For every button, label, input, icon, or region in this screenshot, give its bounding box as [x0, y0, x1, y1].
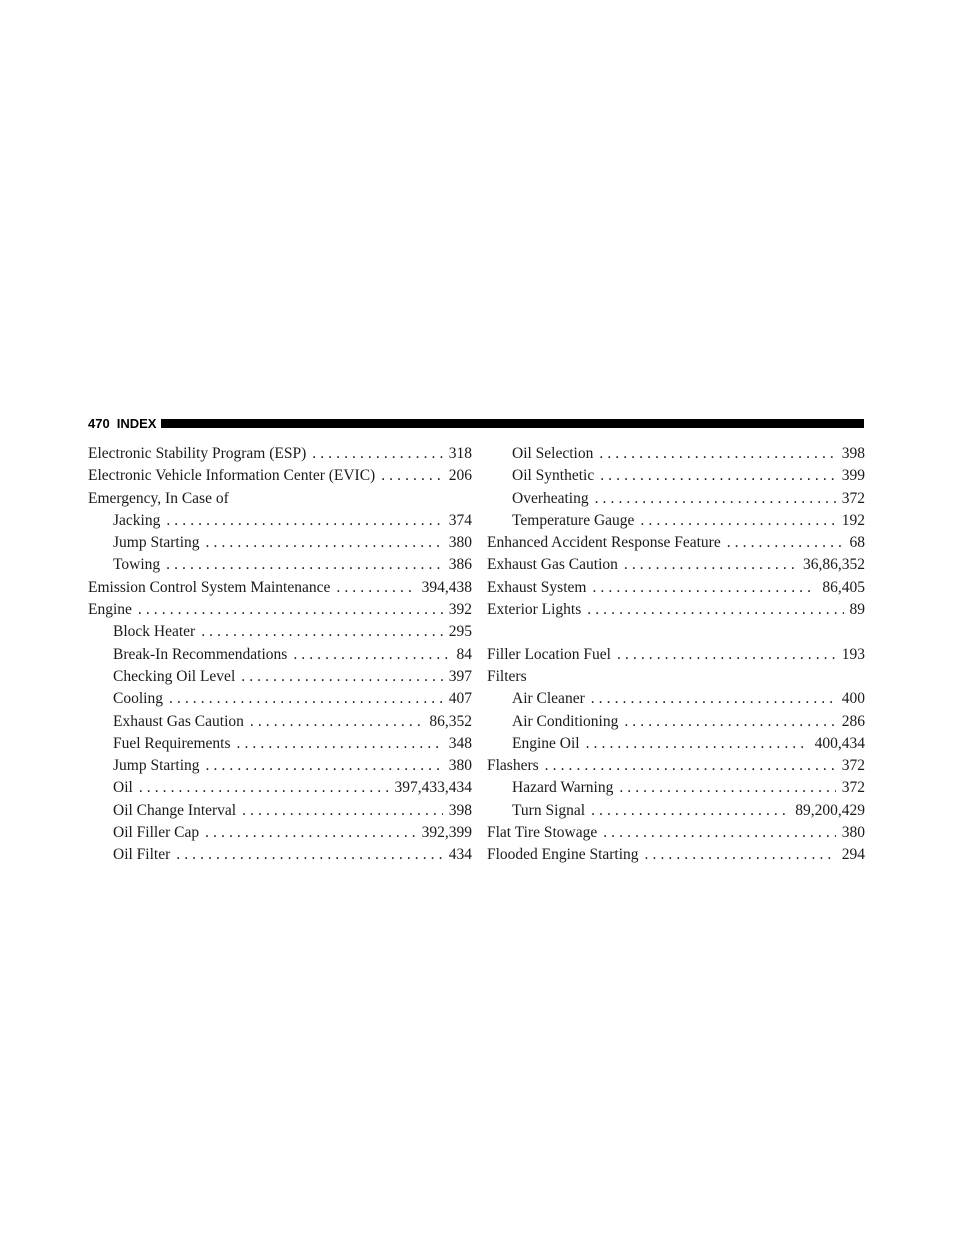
- index-subentry: [487, 510, 865, 532]
- index-page-refs: 84: [456, 645, 472, 663]
- dot-leader: [250, 711, 424, 733]
- index-term: Enhanced Accident Response Feature: [487, 534, 721, 552]
- index-term: Fuel Requirements: [113, 734, 231, 752]
- dot-leader: [645, 844, 836, 866]
- index-page-refs: 380: [448, 757, 472, 775]
- index-term: Jump Starting: [113, 534, 200, 552]
- index-subentry: [487, 488, 865, 510]
- dot-leader: [591, 688, 836, 710]
- dot-leader: [624, 711, 835, 733]
- dot-leader: [312, 443, 442, 465]
- index-entry: [88, 488, 472, 510]
- index-page-refs: 372: [841, 489, 865, 507]
- index-subentry: [88, 822, 472, 844]
- index-page-refs: 193: [841, 645, 865, 663]
- index-page-refs: 374: [448, 511, 472, 529]
- index-subentry: [487, 777, 865, 799]
- index-term: Electronic Vehicle Information Center (EVIC): [88, 467, 376, 485]
- index-page-refs: 400: [841, 690, 865, 708]
- index-gap: [487, 621, 865, 643]
- index-term: Jump Starting: [113, 757, 200, 775]
- index-page-refs: 407: [448, 690, 472, 708]
- index-page-refs: 398: [448, 801, 472, 819]
- dot-leader: [727, 532, 844, 554]
- index-entry: [487, 532, 865, 554]
- dot-leader: [205, 822, 416, 844]
- index-term: Engine Oil: [512, 734, 580, 752]
- index-page-refs: 89,200,429: [795, 801, 865, 819]
- index-page-refs: 372: [841, 779, 865, 797]
- dot-leader: [545, 755, 836, 777]
- index-page-refs: 398: [841, 445, 865, 462]
- index-page-refs: 399: [841, 467, 865, 485]
- index-subentry: [88, 510, 472, 532]
- index-entry: [88, 465, 472, 487]
- index-term: Exhaust System: [487, 578, 587, 596]
- dot-leader: [242, 800, 443, 822]
- index-term: Hazard Warning: [512, 779, 614, 797]
- section-title: INDEX: [116, 415, 157, 431]
- index-column-right: [487, 443, 865, 867]
- index-page-refs: 397: [448, 667, 472, 685]
- dot-leader: [293, 644, 450, 666]
- index-subentry: [88, 554, 472, 576]
- dot-leader: [237, 733, 443, 755]
- index-term: Block Heater: [113, 623, 196, 641]
- index-term: Towing: [113, 556, 161, 574]
- index-entry: [487, 554, 865, 576]
- index-term: Oil: [113, 779, 133, 797]
- index-term: Air Cleaner: [512, 690, 585, 708]
- dot-leader: [587, 599, 843, 621]
- dot-leader: [176, 844, 442, 866]
- dot-leader: [139, 777, 389, 799]
- page-number: 470: [88, 415, 110, 431]
- index-term: Flashers: [487, 757, 539, 775]
- index-page-refs: 295: [448, 623, 472, 641]
- index-entry: [88, 577, 472, 599]
- dot-leader: [336, 577, 415, 599]
- index-term: Oil Filler Cap: [113, 824, 200, 842]
- dot-leader: [619, 777, 835, 799]
- index-term: Electronic Stability Program (ESP): [88, 445, 307, 462]
- dot-leader: [640, 510, 835, 532]
- index-subentry: [487, 465, 865, 487]
- index-term: Checking Oil Level: [113, 667, 236, 685]
- index-subentry: [88, 666, 472, 688]
- index-page-refs: 89: [849, 601, 865, 619]
- index-page-refs: 86,352: [429, 712, 472, 730]
- index-term: Emission Control System Maintenance: [88, 578, 331, 596]
- index-page-refs: 392: [448, 601, 472, 619]
- index-page-refs: 294: [841, 846, 865, 864]
- index-subentry: [487, 733, 865, 755]
- dot-leader: [600, 465, 836, 487]
- index-entry: [487, 844, 865, 866]
- index-page-refs: 397,433,434: [394, 779, 472, 797]
- dot-leader: [206, 532, 443, 554]
- dot-leader: [201, 621, 443, 643]
- index-subentry: [88, 777, 472, 799]
- dot-leader: [599, 443, 835, 465]
- index-page-refs: 380: [841, 824, 865, 842]
- header-rule: [161, 419, 864, 428]
- index-entry: [487, 666, 865, 688]
- dot-leader: [586, 733, 809, 755]
- index-subentry: [487, 711, 865, 733]
- index-page-refs: 372: [841, 757, 865, 775]
- index-subentry: [487, 800, 865, 822]
- index-subentry: [487, 688, 865, 710]
- index-page-refs: 380: [448, 534, 472, 552]
- index-entry: [88, 599, 472, 621]
- index-page-refs: 386: [448, 556, 472, 574]
- index-page-refs: 434: [448, 846, 472, 864]
- index-term: Cooling: [113, 690, 163, 708]
- index-term: Oil Synthetic: [512, 467, 595, 485]
- dot-leader: [381, 465, 443, 487]
- index-page-refs: 36,86,352: [803, 556, 865, 574]
- index-subentry: [88, 688, 472, 710]
- index-subentry: [487, 443, 865, 465]
- index-term: Exhaust Gas Caution: [113, 712, 244, 730]
- index-term: Temperature Gauge: [512, 511, 635, 529]
- index-term: Oil Selection: [512, 445, 594, 462]
- index-subentry: [88, 755, 472, 777]
- index-term: Exterior Lights: [487, 601, 582, 619]
- index-page-refs: 394,438: [421, 578, 472, 596]
- dot-leader: [624, 554, 797, 576]
- index-term: Break-In Recommendations: [113, 645, 288, 663]
- dot-leader: [206, 755, 443, 777]
- index-page-refs: 318: [448, 445, 472, 462]
- index-entry: [487, 822, 865, 844]
- index-subentry: [88, 621, 472, 643]
- index-term: Oil Filter: [113, 846, 171, 864]
- index-term: Flat Tire Stowage: [487, 824, 598, 842]
- index-column-left: [88, 443, 472, 867]
- index-subentry: [88, 644, 472, 666]
- index-subentry: [88, 733, 472, 755]
- index-term: Filler Location Fuel: [487, 645, 611, 663]
- index-entry: [487, 755, 865, 777]
- dot-leader: [592, 577, 816, 599]
- index-entry: [487, 644, 865, 666]
- index-subentry: [88, 711, 472, 733]
- index-subentry: [88, 800, 472, 822]
- index-page-refs: 68: [849, 534, 865, 552]
- page-header: [88, 414, 864, 432]
- dot-leader: [591, 800, 789, 822]
- dot-leader: [617, 644, 836, 666]
- index-term: Exhaust Gas Caution: [487, 556, 618, 574]
- index-term: Turn Signal: [512, 801, 586, 819]
- dot-leader: [169, 688, 443, 710]
- index-term: Flooded Engine Starting: [487, 846, 639, 864]
- dot-leader: [595, 488, 836, 510]
- index-page-refs: 286: [841, 712, 865, 730]
- index-subentry: [88, 844, 472, 866]
- index-entry: [487, 599, 865, 621]
- dot-leader: [138, 599, 443, 621]
- index-term: Filters: [487, 667, 527, 685]
- index-page-refs: 192: [841, 511, 865, 529]
- index-term: Overheating: [512, 489, 589, 507]
- index-term: Jacking: [113, 511, 161, 529]
- index-page-refs: 392,399: [421, 824, 472, 842]
- index-subentry: [88, 532, 472, 554]
- index-term: Engine: [88, 601, 132, 619]
- index-entry: [88, 443, 472, 465]
- index-term: Emergency, In Case of: [88, 489, 229, 507]
- dot-leader: [241, 666, 443, 688]
- index-page-refs: 86,405: [822, 578, 865, 596]
- index-entry: [487, 577, 865, 599]
- dot-leader: [166, 554, 443, 576]
- index-term: Oil Change Interval: [113, 801, 237, 819]
- index-page-refs: 348: [448, 734, 472, 752]
- index-page-refs: 206: [448, 467, 472, 485]
- dot-leader: [603, 822, 836, 844]
- dot-leader: [166, 510, 442, 532]
- index-page-refs: 400,434: [814, 734, 865, 752]
- index-term: Air Conditioning: [512, 712, 619, 730]
